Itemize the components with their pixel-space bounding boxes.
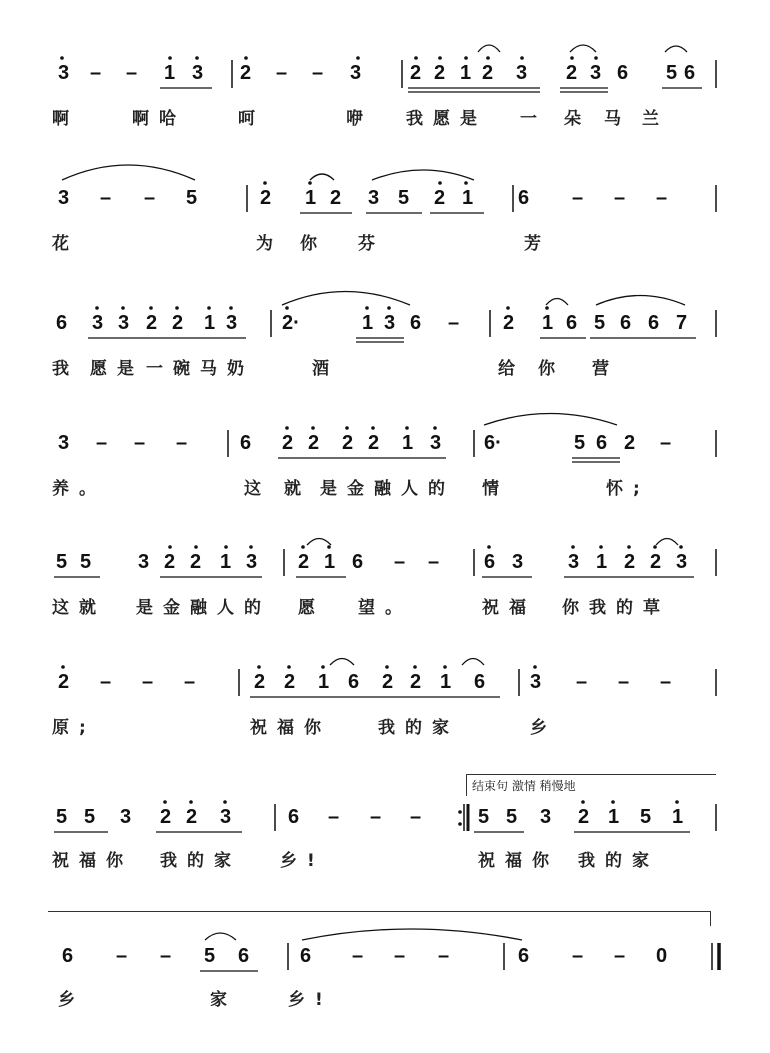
lyric: 祝福你 — [250, 718, 331, 738]
lyric: 祝福你 — [52, 851, 133, 871]
lyric: 怀; — [606, 479, 650, 499]
octave-dot — [311, 426, 315, 430]
octave-dot — [345, 426, 349, 430]
note: 2 — [298, 551, 310, 573]
note: 6 — [484, 551, 496, 573]
octave-dot — [443, 665, 447, 669]
note: 6 — [474, 671, 486, 693]
note: 6 — [56, 312, 68, 334]
note: – — [144, 187, 156, 209]
lyric: 芬 — [358, 234, 385, 254]
octave-dot — [321, 665, 325, 669]
note: 2 — [410, 671, 422, 693]
note: 2 — [190, 551, 202, 573]
note: 3 — [118, 312, 130, 334]
note: 2 — [503, 312, 515, 334]
note: 2 — [260, 187, 272, 209]
octave-dot — [405, 426, 409, 430]
octave-dot — [385, 665, 389, 669]
note: – — [312, 62, 324, 84]
note: 2 — [624, 432, 636, 454]
lyric: 乡! — [288, 990, 333, 1010]
octave-dot — [653, 545, 657, 549]
octave-dot — [413, 665, 417, 669]
note: 3 — [58, 62, 70, 84]
note: – — [618, 671, 630, 693]
note: 6 — [518, 945, 530, 967]
note: 5 — [84, 806, 96, 828]
octave-dot — [356, 56, 360, 60]
note: – — [126, 62, 138, 84]
note: – — [656, 187, 668, 209]
lyric: 祝福 — [482, 598, 536, 618]
note: – — [90, 62, 102, 84]
note: 2 — [254, 671, 266, 693]
note: – — [100, 187, 112, 209]
note: 1 — [220, 551, 232, 573]
lyric: 乡 — [530, 718, 557, 738]
octave-dot — [223, 800, 227, 804]
lyric: 这 — [244, 479, 271, 499]
octave-dot — [121, 306, 125, 310]
slur — [310, 174, 334, 180]
lyric: 我的家 — [378, 718, 459, 738]
note: 2 — [410, 62, 422, 84]
lyric: 一碗马奶 — [146, 359, 254, 379]
octave-dot — [194, 545, 198, 549]
note: 6 — [240, 432, 252, 454]
note: 6 — [518, 187, 530, 209]
note: 1 — [542, 312, 554, 334]
lyric: 就 — [284, 479, 311, 499]
slur — [462, 659, 484, 666]
lyric: 你 — [538, 359, 565, 379]
octave-dot — [599, 545, 603, 549]
note: 2 — [160, 806, 172, 828]
note: 2 — [186, 806, 198, 828]
slur — [372, 170, 474, 180]
octave-dot — [189, 800, 193, 804]
lyric: 乡! — [280, 851, 325, 871]
lyric: 乡 — [58, 990, 85, 1010]
octave-dot — [249, 545, 253, 549]
octave-dot — [611, 800, 615, 804]
note: 0 — [656, 945, 668, 967]
octave-dot — [464, 56, 468, 60]
slur — [307, 539, 331, 546]
note: 5 — [594, 312, 606, 334]
note: 3 — [512, 551, 524, 573]
note: 1 — [460, 62, 472, 84]
octave-dot — [285, 426, 289, 430]
note: 5 — [666, 62, 678, 84]
performance-annotation: 结束句 激情 稍慢地 — [472, 779, 576, 793]
lyric: 啊哈 — [132, 109, 186, 129]
note: 1 — [362, 312, 374, 334]
octave-dot — [371, 426, 375, 430]
lyric: 我的家 — [578, 851, 659, 871]
slur — [330, 659, 354, 666]
octave-dot — [487, 545, 491, 549]
lyric: 你 — [300, 234, 327, 254]
note: 5 — [80, 551, 92, 573]
octave-dot — [506, 306, 510, 310]
lyric: 情 — [482, 479, 509, 499]
note: 2· — [282, 312, 300, 334]
lyric: 愿 — [298, 598, 325, 618]
octave-dot — [95, 306, 99, 310]
note: 2 — [284, 671, 296, 693]
note: 3 — [58, 432, 70, 454]
octave-dot — [244, 56, 248, 60]
note: 6 — [352, 551, 364, 573]
note: 1 — [462, 187, 474, 209]
note: 3 — [676, 551, 688, 573]
repeat-dots — [458, 810, 462, 826]
note: 6 — [410, 312, 422, 334]
octave-dot — [257, 665, 261, 669]
repeat-dot — [458, 810, 462, 814]
note: 2 — [342, 432, 354, 454]
note: 5 — [56, 551, 68, 573]
octave-dot — [571, 545, 575, 549]
note: 1 — [672, 806, 684, 828]
lyric: 咿 — [346, 109, 373, 129]
note: 2 — [58, 671, 70, 693]
note: 2 — [330, 187, 342, 209]
lyric: 芳 — [524, 234, 551, 254]
octave-dot — [263, 181, 267, 185]
note: 2 — [650, 551, 662, 573]
lyric: 马 — [604, 109, 631, 129]
lyric: 呵 — [238, 109, 265, 129]
note: 6 — [684, 62, 696, 84]
note: – — [410, 806, 422, 828]
octave-dot — [486, 56, 490, 60]
note: 2 — [382, 671, 394, 693]
octave-dot — [520, 56, 524, 60]
note: – — [660, 432, 672, 454]
note: – — [134, 432, 146, 454]
note: 6· — [484, 432, 502, 454]
note: – — [394, 551, 406, 573]
note: 2 — [282, 432, 294, 454]
note: – — [614, 187, 626, 209]
lyric: 兰 — [642, 109, 669, 129]
note: 1 — [440, 671, 452, 693]
note: 5 — [56, 806, 68, 828]
slur — [656, 539, 678, 546]
octave-dot — [195, 56, 199, 60]
octave-dot — [229, 306, 233, 310]
note: 2 — [482, 62, 494, 84]
octave-dot — [679, 545, 683, 549]
slur — [205, 933, 236, 940]
octave-dot — [224, 545, 228, 549]
octave-dot — [168, 56, 172, 60]
note: 6 — [648, 312, 660, 334]
lyric: 给 — [498, 359, 525, 379]
note: 3 — [92, 312, 104, 334]
note: 3 — [430, 432, 442, 454]
lyric: 啊 — [52, 109, 79, 129]
note: – — [576, 671, 588, 693]
note: 5 — [506, 806, 518, 828]
note: 1 — [204, 312, 216, 334]
octave-dot — [60, 56, 64, 60]
note: 6 — [566, 312, 578, 334]
octave-dot — [414, 56, 418, 60]
note: – — [276, 62, 288, 84]
note: – — [370, 806, 382, 828]
lyric: 祝福你 — [478, 851, 559, 871]
octave-dot — [581, 800, 585, 804]
repeat-dot — [458, 822, 462, 826]
lyric: 是金融人的 — [320, 479, 455, 499]
octave-dot — [570, 56, 574, 60]
lyric: 花 — [52, 234, 79, 254]
note: 2 — [172, 312, 184, 334]
note: 6 — [620, 312, 632, 334]
lyric: 愿是 — [90, 359, 144, 379]
note: 2 — [240, 62, 252, 84]
note: 3 — [540, 806, 552, 828]
note: 1 — [305, 187, 317, 209]
lyric: 营 — [592, 359, 619, 379]
note: 3 — [350, 62, 362, 84]
slur — [570, 45, 596, 52]
octave-dot — [675, 800, 679, 804]
underlines — [54, 88, 702, 971]
lyric: 这就 — [52, 598, 106, 618]
note: 6 — [62, 945, 74, 967]
note: 7 — [676, 312, 688, 334]
note: – — [100, 671, 112, 693]
note: – — [328, 806, 340, 828]
note: 5 — [204, 945, 216, 967]
octave-dot — [168, 545, 172, 549]
slur — [302, 929, 522, 940]
octave-dot — [149, 306, 153, 310]
note: 2 — [164, 551, 176, 573]
note: 1 — [402, 432, 414, 454]
lyric: 朵 — [564, 109, 591, 129]
note: 6 — [300, 945, 312, 967]
note: 3 — [58, 187, 70, 209]
note: 1 — [608, 806, 620, 828]
lyric: 原; — [52, 718, 96, 738]
octave-dot — [61, 665, 65, 669]
lyric: 一 — [520, 109, 547, 129]
lyric: 我愿是 — [406, 109, 487, 129]
octave-dot — [438, 56, 442, 60]
note: 2 — [308, 432, 320, 454]
note: 3 — [568, 551, 580, 573]
note: 3 — [246, 551, 258, 573]
octave-dot — [301, 545, 305, 549]
note: 3 — [138, 551, 150, 573]
note: 3 — [220, 806, 232, 828]
note: 6 — [348, 671, 360, 693]
octave-dot — [545, 306, 549, 310]
note: 2 — [434, 62, 446, 84]
note: 3 — [368, 187, 380, 209]
octave-dot — [327, 545, 331, 549]
note: – — [448, 312, 460, 334]
slurs-ties — [62, 45, 687, 940]
note: 1 — [324, 551, 336, 573]
lyric: 望。 — [358, 598, 412, 618]
lyric: 是金融人的 — [136, 598, 271, 618]
note: – — [142, 671, 154, 693]
slur — [484, 414, 617, 426]
octave-dot — [438, 181, 442, 185]
note: 2 — [368, 432, 380, 454]
note: 1 — [318, 671, 330, 693]
lyric: 你我的草 — [562, 598, 670, 618]
note: – — [438, 945, 450, 967]
lyric: 我的家 — [160, 851, 241, 871]
octave-dot — [285, 306, 289, 310]
note: 5 — [186, 187, 198, 209]
octave-dot — [387, 306, 391, 310]
note: 1 — [164, 62, 176, 84]
note: – — [428, 551, 440, 573]
slur — [596, 296, 685, 306]
note: 2 — [578, 806, 590, 828]
note: 1 — [596, 551, 608, 573]
octave-dot — [433, 426, 437, 430]
note: 6 — [596, 432, 608, 454]
lyric: 酒 — [312, 359, 339, 379]
octave-dot — [175, 306, 179, 310]
note: 6 — [238, 945, 250, 967]
note: 2 — [146, 312, 158, 334]
octave-dot — [287, 665, 291, 669]
note: 3 — [516, 62, 528, 84]
note: – — [96, 432, 108, 454]
lyric: 养。 — [52, 479, 106, 499]
note: – — [116, 945, 128, 967]
note: – — [572, 187, 584, 209]
note: 3 — [530, 671, 542, 693]
note: 2 — [566, 62, 578, 84]
note: 3 — [120, 806, 132, 828]
octave-dots — [60, 56, 683, 804]
octave-dot — [464, 181, 468, 185]
note: – — [352, 945, 364, 967]
octave-dot — [207, 306, 211, 310]
note: 3 — [590, 62, 602, 84]
note: 6 — [288, 806, 300, 828]
barlines — [228, 60, 719, 970]
note: 6 — [617, 62, 629, 84]
note: – — [394, 945, 406, 967]
note: 3 — [384, 312, 396, 334]
note: 5 — [640, 806, 652, 828]
slur — [282, 292, 410, 306]
note: 2 — [624, 551, 636, 573]
note: – — [572, 945, 584, 967]
slur — [546, 299, 568, 306]
note: – — [660, 671, 672, 693]
note: 3 — [226, 312, 238, 334]
note: – — [184, 671, 196, 693]
octave-dot — [308, 181, 312, 185]
octave-dot — [365, 306, 369, 310]
slur — [665, 46, 687, 52]
slur — [478, 45, 500, 52]
note: 2 — [434, 187, 446, 209]
lyric: 我 — [52, 359, 79, 379]
note: 3 — [192, 62, 204, 84]
note: – — [176, 432, 188, 454]
octave-dot — [594, 56, 598, 60]
note: 5 — [398, 187, 410, 209]
note: – — [614, 945, 626, 967]
note: 5 — [574, 432, 586, 454]
note: – — [160, 945, 172, 967]
octave-dot — [533, 665, 537, 669]
octave-dot — [163, 800, 167, 804]
lyric: 为 — [256, 234, 283, 254]
slur — [62, 165, 195, 180]
octave-dot — [627, 545, 631, 549]
lyric: 家 — [210, 990, 237, 1010]
note: 5 — [478, 806, 490, 828]
